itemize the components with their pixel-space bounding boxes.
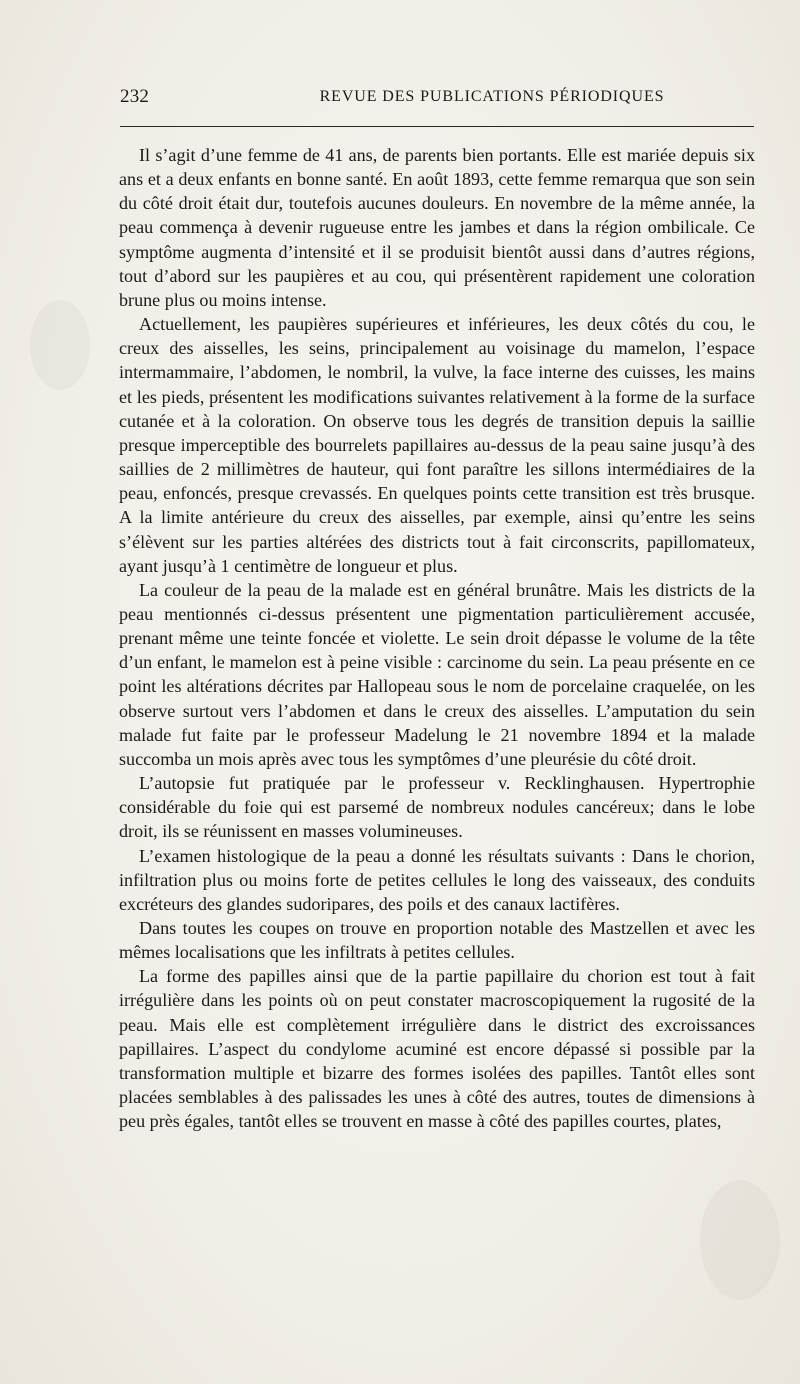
paragraph: Il s’agit d’une femme de 41 ans, de parents bien portants. Elle est mariée depuis six ans et a deux enfants en bonne santé. En août 1893, cette femme remarqua que son sein du côté droit était dur, toutefois aucunes douleurs. En novembre de la même année, la peau commença à devenir rugueuse entre les jambes et dans la région ombilicale. Ce symptôme augmenta d’intensité et il se produisit bientôt aussi dans d’autres régions, tout d’abord sur les paupières et au cou, qui présentèrent rapidement une coloration brune plus ou moins intense. [119,145,755,310]
paragraph: Actuellement, les paupières supérieures et inférieures, les deux côtés du cou, le creux des aisselles, les seins, principalement au voisinage du mamelon, l’espace intermammaire, l’abdomen, le nombril, la vulve, la face interne des cuisses, les mains et les pieds, présentent les modifications suivantes relativement à la forme de la surface cutanée et à la coloration. On observe tous les degrés de transition depuis la saillie presque imperceptible des bourrelets papillaires au-dessus de la peau saine jusqu’à des saillies de 2 millimètres de hauteur, qui font paraître les sillons intermédiaires de la peau, enfoncés, presque crevassés. En quelques points cette transition est très brusque. A la limite antérieure du creux des aisselles, par exemple, ainsi qu’entre les seins s’élèvent sur les parties altérées des districts tout à fait circonscrits, papillomateux, ayant jusqu’à 1 centimètre de longueur et plus. [119,314,755,576]
paper-stain [30,300,90,390]
page-header [120,86,754,116]
header-rule [120,126,754,127]
paragraph: L’examen histologique de la peau a donné les résultats suivants : Dans le chorion, infiltration plus ou moins forte de petites cellules le long des vaisseaux, des conduits excréteurs des glandes sudoripares, des poils et des canaux lactifères. [119,845,755,914]
page-number: 232 [120,86,150,107]
running-title: REVUE DES PUBLICATIONS PÉRIODIQUES [319,88,665,105]
paragraph: La forme des papilles ainsi que de la partie papillaire du chorion est tout à fait irrégulière dans les points où on peut constater macroscopiquement la rugosité de la peau. Mais elle est complètement irrégulière dans le district des excroissances papillaires. L’aspect du condylome acuminé est encore dépassé si possible par la transformation multiple et bizarre des formes isolées des papilles. Tantôt elles sont placées semblables à des palissades les unes à côté des autres, toutes de dimensions à peu près égales, tantôt elles se trouvent en masse à côté des papilles courtes, plates, [119,966,755,1132]
paragraph: La couleur de la peau de la malade est en général brunâtre. Mais les districts de la peau mentionnés ci-dessus présentent une pigmentation particulièrement accusée, prenant même une teinte foncée et violette. Le sein droit dépasse le volume de la tête d’un enfant, le mamelon est à peine visible : carcinome du sein. La peau présente en ce point les altérations décrites par Hallopeau sous le nom de porcelaine craquelée, on les observe surtout vers l’abdomen et dans le creux des aisselles. L’amputation du sein malade fut faite par le professeur Madelung le 21 novembre 1894 et la malade succomba un mois après avec tous les symptômes d’une pleurésie du côté droit. [119,579,755,769]
body-text [119,143,755,1133]
paragraph: Dans toutes les coupes on trouve en proportion notable des Mastzellen et avec les mêmes localisations que les infiltrats à petites cellules. [119,918,755,963]
paper-stain [700,1180,780,1300]
paragraph: L’autopsie fut pratiquée par le professeur v. Recklinghausen. Hypertrophie considérable du foie qui est parsemé de nombreux nodules cancéreux; dans le lobe droit, ils se réunissent en masses volumineuses. [119,773,755,842]
